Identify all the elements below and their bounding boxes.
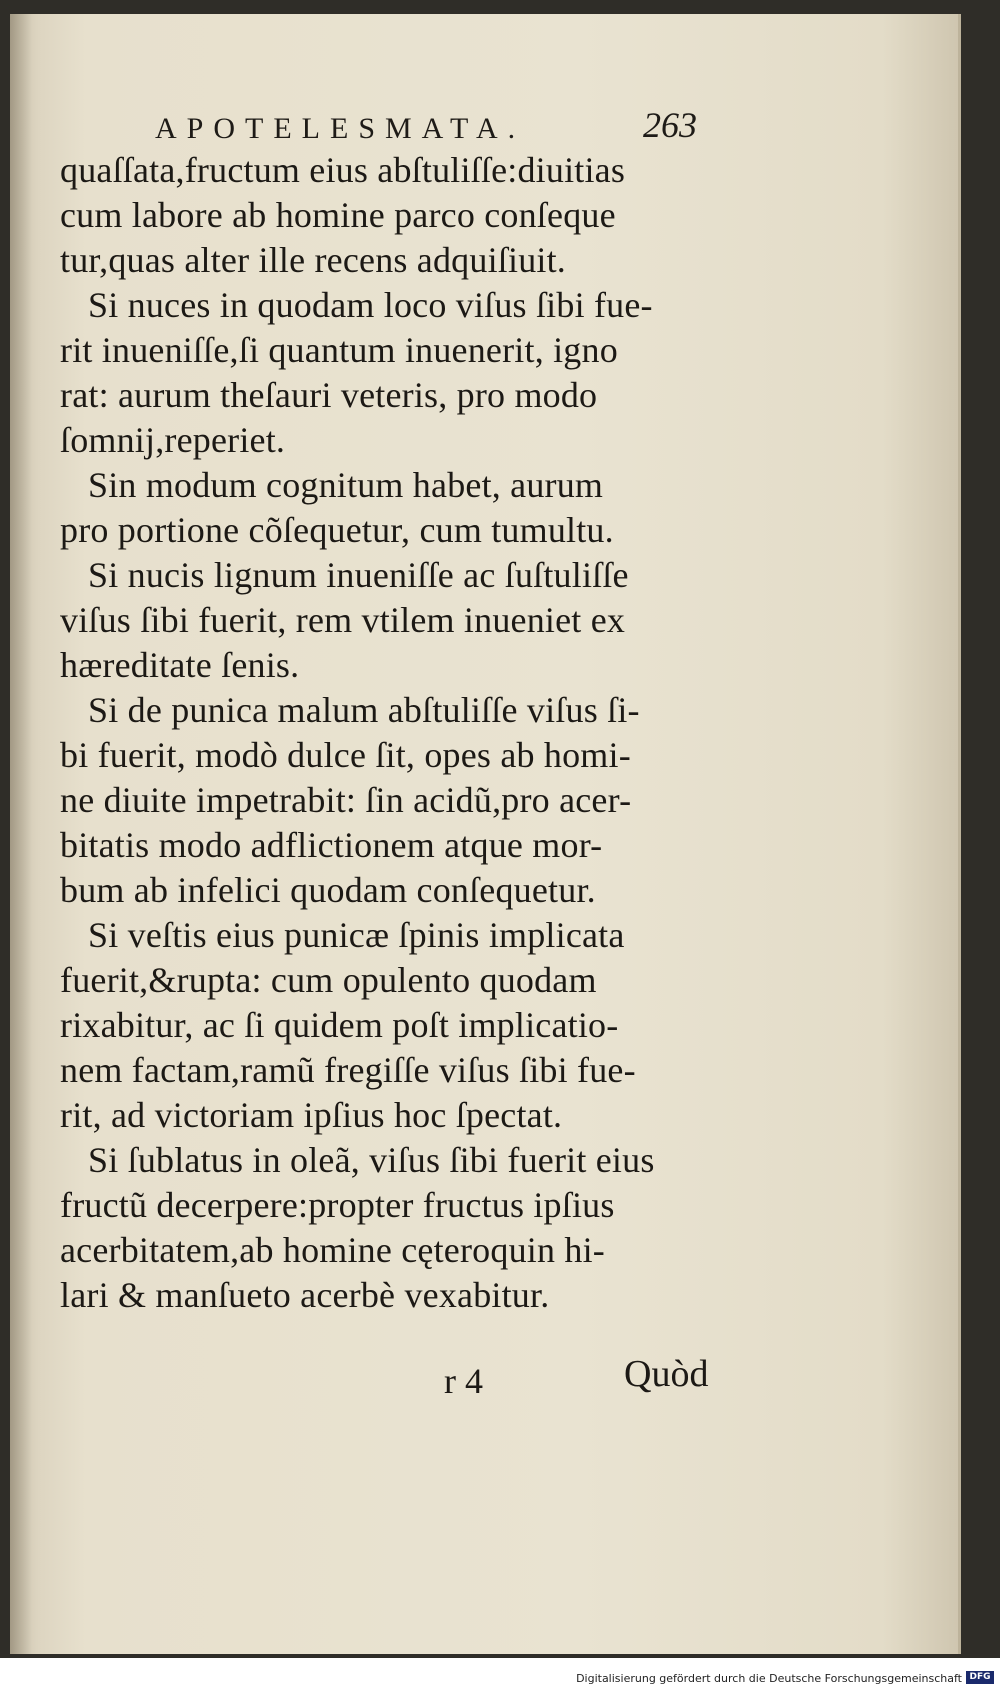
page-gutter-shadow — [10, 14, 32, 1654]
text-line: rit, ad victoriam ipſius hoc ſpectat. — [60, 1095, 563, 1135]
text-line: Si de punica malum abſtuliſſe viſus ſi- — [88, 690, 640, 730]
funding-credit: Digitalisierung gefördert durch die Deutsche Forschungsgemeinschaft — [576, 1672, 962, 1685]
text-line: Si nucis lignum inueniſſe ac ſuſtuliſſe — [88, 555, 629, 595]
text-line: acerbitatem,ab homine cęteroquin hi- — [60, 1230, 605, 1270]
text-line: nem factam,ramũ fregiſſe viſus ſibi fue- — [60, 1050, 636, 1090]
text-line: fuerit,&rupta: cum opulento quodam — [60, 960, 597, 1000]
text-line: Sin modum cognitum habet, aurum — [88, 465, 604, 505]
text-line: Si veſtis eius punicæ ſpinis implicata — [88, 915, 625, 955]
text-line: quaſſata,fructum eius abſtuliſſe:diuitias — [60, 150, 626, 190]
text-line: hæreditate ſenis. — [60, 645, 300, 685]
text-line: Si nuces in quodam loco viſus ſibi fue- — [88, 285, 653, 325]
body-text — [60, 148, 720, 1318]
running-head: APOTELESMATA. — [155, 112, 526, 145]
text-line: ne diuite impetrabit: ſin acidũ,pro acer- — [60, 780, 632, 820]
text-line: pro portione cõſequetur, cum tumultu. — [60, 510, 614, 550]
dfg-logo: DFG — [966, 1671, 994, 1684]
text-line: bitatis modo adflictionem atque mor- — [60, 825, 603, 865]
text-line: Si ſublatus in oleã, viſus ſibi fuerit eius — [88, 1140, 655, 1180]
text-line: ſomnij,reperiet. — [60, 420, 286, 460]
page-number: 263 — [643, 105, 697, 145]
text-line: cum labore ab homine parco conſeque — [60, 195, 616, 235]
text-line: rixabitur, ac ſi quidem poſt implicatio- — [60, 1005, 619, 1045]
signature-mark: r 4 — [444, 1361, 483, 1401]
text-line: rat: aurum theſauri veteris, pro modo — [60, 375, 598, 415]
catchword: Quòd — [624, 1353, 709, 1395]
text-line: fructũ decerpere:propter fructus ipſius — [60, 1185, 615, 1225]
text-line: tur,quas alter ille recens adquiſiuit. — [60, 240, 566, 280]
text-line: lari & manſueto acerbè vexabitur. — [60, 1275, 550, 1315]
text-line: rit inueniſſe,ſi quantum inuenerit, igno — [60, 330, 618, 370]
text-line: bum ab infelici quodam conſequetur. — [60, 870, 596, 910]
text-line: bi fuerit, modò dulce ſit, opes ab homi- — [60, 735, 631, 775]
text-line: viſus ſibi fuerit, rem vtilem inueniet ex — [60, 600, 626, 640]
